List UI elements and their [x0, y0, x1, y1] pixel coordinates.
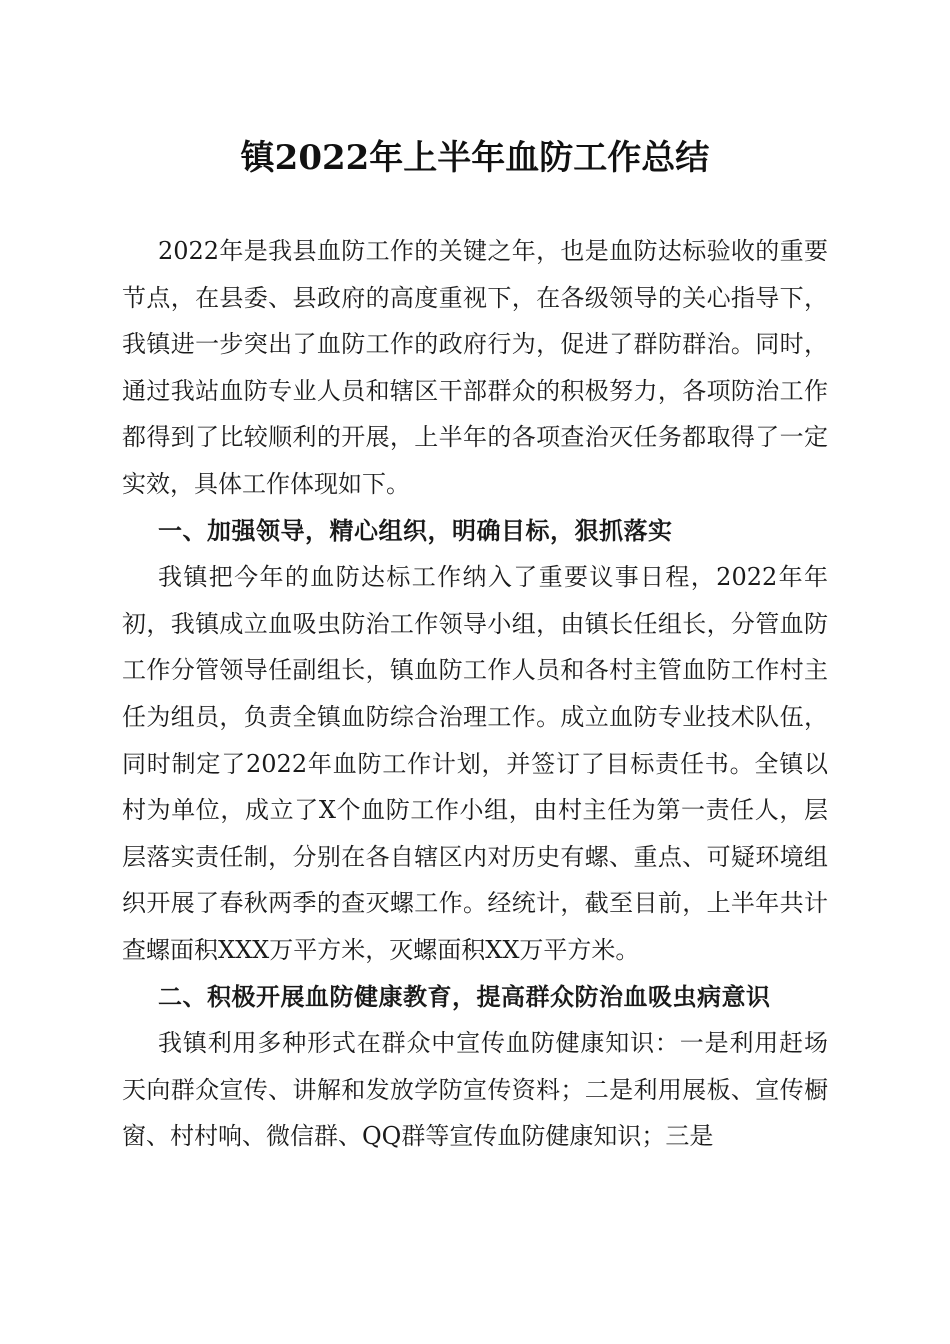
document-title: 镇2022年上半年血防工作总结 [240, 138, 710, 178]
section-heading-2: 二、积极开展血防健康教育，提高群众防治血吸虫病意识 [158, 982, 771, 1011]
paragraph-intro: 2022年是我县血防工作的关键之年，也是血防达标验收的重要节点，在县委、县政府的高度重视下，在各级领导的关心指导下，我镇进一步突出了血防工作的政府行为，促进了群防群治。同时，通过我站血防专业人员和辖区干部群众的积极努力，各项防治工作都得到了比较顺利的开展，上半年的各项查治灭任务都取得了一定实效，具体工作体现如下。 [122, 237, 828, 498]
section-heading-1: 一、加强领导，精心组织，明确目标，狠抓落实 [158, 516, 673, 545]
paragraph-section-1: 我镇把今年的血防达标工作纳入了重要议事日程，2022年年初，我镇成立血吸虫防治工作领导小组，由镇长任组长，分管血防工作分管领导任副组长，镇血防工作人员和各村主管血防工作村主任为组员，负责全镇血防综合治理工作。成立血防专业技术队伍，同时制定了2022年血防工作计划，并签订了目标责任书。全镇以村为单位，成立了X个血防工作小组，由村主任为第一责任人，层层落实责任制，分别在各自辖区内对历史有螺、重点、可疑环境组织开展了春秋两季的查灭螺工作。经统计，截至目前，上半年共计查螺面积XXX万平方米，灭螺面积XX万平方米。 [122, 563, 828, 964]
paragraph-section-2: 我镇利用多种形式在群众中宣传血防健康知识：一是利用赶场天向群众宣传、讲解和发放学防宣传资料；二是利用展板、宣传橱窗、村村响、微信群、QQ群等宣传血防健康知识；三是 [122, 1029, 828, 1151]
document-body [122, 228, 828, 1160]
